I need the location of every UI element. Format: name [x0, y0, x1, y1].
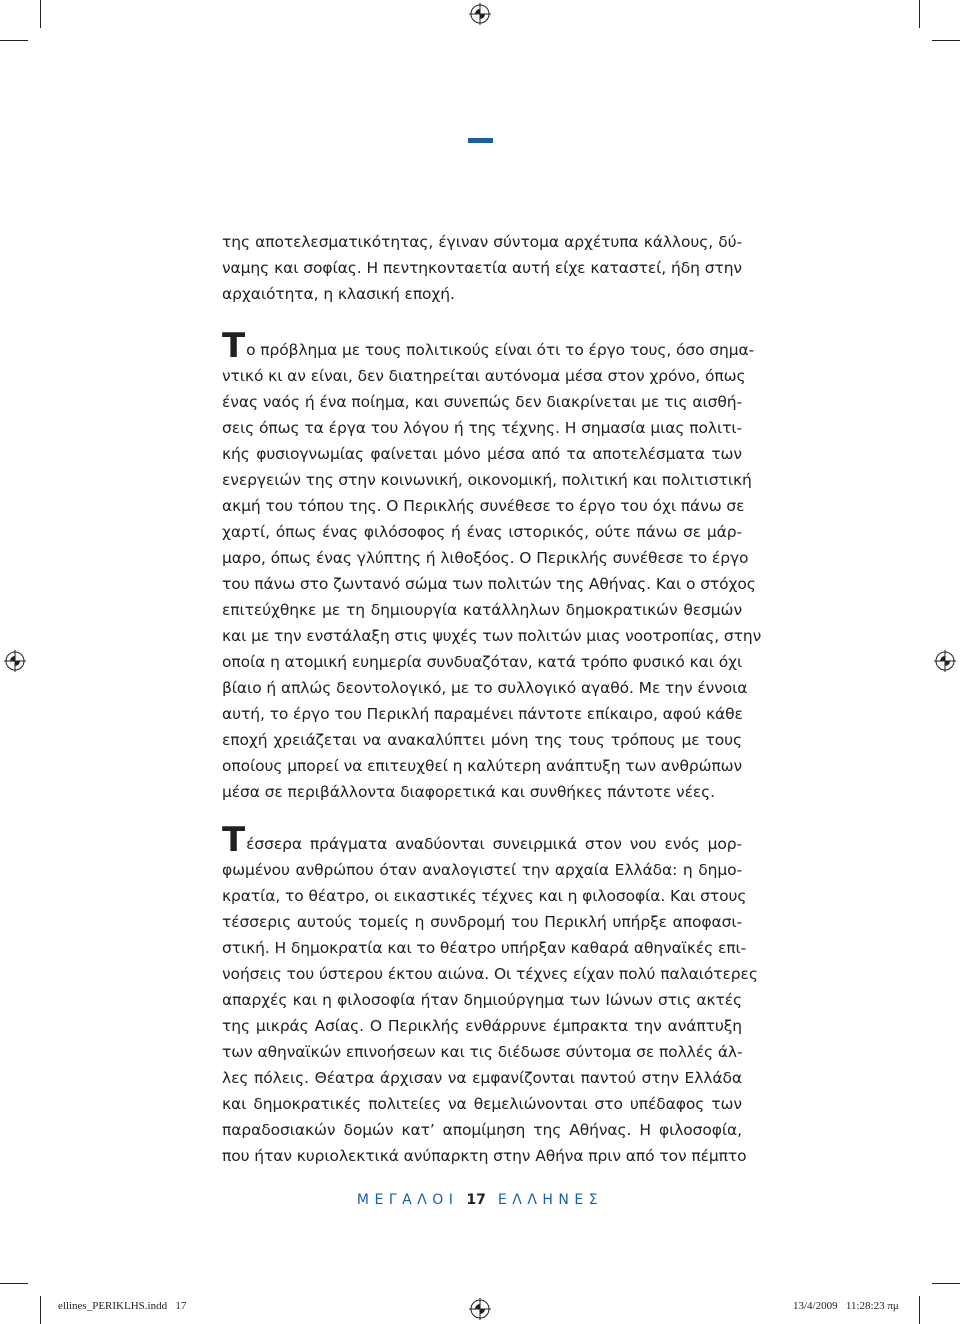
drop-cap: Τ [222, 326, 246, 366]
text-line: σεις όπως τα έργα του λόγου ή της τέχνης. Η σημασία μιας πολιτι- [222, 419, 742, 437]
text-line: κής φυσιογνωμίας φαίνεται μόνο μέσα από τα αποτελέσματα των [222, 445, 742, 463]
text-line: μέσα σε περιβάλλοντα διαφορετικά και συνθήκες πάντοτε νέες. [222, 783, 715, 801]
text-line: τέσσερις αυτούς τομείς η συνδρομή του Περικλή υπήρξε αποφασι- [222, 913, 742, 931]
text-line: του πάνω στο ζωντανό σώμα των πολιτών της Αθήνας. Και ο στόχος [222, 575, 756, 593]
registration-mark-icon [469, 3, 491, 25]
text-line: λες πόλεις. Θέατρα άρχισαν να εμφανίζονται παντού στην Ελλάδα [222, 1069, 742, 1087]
footer-left-text: ΜΕΓΑΛΟΙ [356, 1192, 459, 1208]
text-line: Τέσσερα πράγματα αναδύονται συνειρμικά στον νου ενός μορ- [222, 820, 742, 860]
text-line: μαρο, όπως ένας γλύπτης ή λιθοξόος. Ο Περικλής συνέθεσε το έργο [222, 549, 749, 567]
text-line: ναμης και σοφίας. Η πεντηκονταετία αυτή είχε καταστεί, ήδη στην [222, 259, 742, 277]
page-number: 17 [466, 1192, 486, 1208]
text-line: στική. Η δημοκρατία και το θέατρο υπήρξαν καθαρά αθηναϊκές επι- [222, 939, 747, 957]
text-line: ακμή του τόπου της. Ο Περικλής συνέθεσε το έργο του όχι πάνω σε [222, 497, 745, 515]
paragraph-2 [222, 326, 762, 805]
text-line: ενεργειών της στην κοινωνική, οικονομική, πολιτική και πολιτιστική [222, 471, 752, 489]
registration-mark-icon [934, 650, 956, 672]
text-line: χαρτί, όπως ένας φιλόσοφος ή ένας ιστορικός, ούτε πάνω σε μάρ- [222, 523, 742, 541]
crop-mark-top-right-h [932, 40, 960, 41]
crop-mark-top-right-v [919, 0, 920, 28]
registration-mark-icon [469, 1298, 491, 1320]
crop-mark-top-left-h [0, 40, 28, 41]
registration-mark-icon [4, 650, 26, 672]
text-line: που ήταν κυριολεκτικά ανύπαρκτη στην Αθήνα πριν από τον πέμπτο [222, 1147, 747, 1165]
text-line: αυτή, το έργο του Περικλή παραμένει πάντοτε επίκαιρο, αφού κάθε [222, 705, 743, 723]
text-line: βίαιο ή απλώς δεοντολογικό, με το συλλογικό αγαθό. Με την έννοια [222, 679, 748, 697]
accent-bar [468, 138, 493, 143]
text-line: κρατία, το θέατρο, οι εικαστικές τέχνες και η φιλοσοφία. Και στους [222, 887, 747, 905]
text-line: Το πρόβλημα με τους πολιτικούς είναι ότι το έργο τους, όσο σημα- [222, 326, 755, 366]
running-footer [0, 1192, 960, 1208]
text-line: οποία η ατομική ευημερία συνδυαζόταν, κατά τρόπο φυσικό και όχι [222, 653, 743, 671]
text-line: ένας ναός ή ένα ποίημα, και συνεπώς δεν διακρίνεται με τις αισθή- [222, 393, 742, 411]
text-line: ντικό κι αν είναι, δεν διατηρείται αυτόνομα μέσα στον χρόνο, όπως [222, 367, 746, 385]
paragraph-3 [222, 820, 758, 1169]
footer-right-text: ΕΛΛΗΝΕΣ [497, 1192, 604, 1208]
slug-timestamp: 13/4/2009 11:28:23 πμ [793, 1300, 899, 1312]
crop-mark-bottom-left-v [40, 1296, 41, 1324]
text-line: φωμένου ανθρώπου όταν αναλογιστεί την αρχαία Ελλάδα: η δημο- [222, 861, 742, 879]
text-line: των αθηναϊκών επινοήσεων και τις διέδωσε σύντομα σε πολλές άλ- [222, 1043, 743, 1061]
slug-filename: ellines_PERIKLHS.indd 17 [58, 1300, 187, 1312]
text-line: επιτεύχθηκε με τη δημιουργία κατάλληλων δημοκρατικών θεσμών [222, 601, 742, 619]
text-line: απαρχές και η φιλοσοφία ήταν δημιούργημα των Ιώνων στις ακτές [222, 991, 742, 1009]
crop-mark-top-left-v [40, 0, 41, 28]
crop-mark-bottom-right-h [932, 1283, 960, 1284]
text-line: αρχαιότητα, η κλασική εποχή. [222, 285, 455, 303]
text-line: και με την ενστάλαξη στις ψυχές των πολιτών μιας νοοτροπίας, στην [222, 627, 762, 645]
crop-mark-bottom-right-v [919, 1296, 920, 1324]
text-line: της αποτελεσματικότητας, έγιναν σύντομα αρχέτυπα κάλλους, δύ- [222, 233, 742, 251]
paragraph-1 [222, 229, 742, 307]
text-line: οποίους μπορεί να επιτευχθεί η καλύτερη ανάπτυξη των ανθρώπων [222, 757, 743, 775]
text-line: εποχή χρειάζεται να ανακαλύπτει μόνη της τους τρόπους με τους [222, 731, 742, 749]
drop-cap: Τ [222, 820, 246, 860]
text-line: παραδοσιακών δομών κατ’ απομίμηση της Αθήνας. Η φιλοσοφία, [222, 1121, 742, 1139]
text-line: και δημοκρατικές πολιτείες να θεμελιώνονται στο υπέδαφος των [222, 1095, 742, 1113]
text-line: νοήσεις του ύστερου έκτου αιώνα. Οι τέχνες είχαν πολύ παλαιότερες [222, 965, 758, 983]
text-line: της μικράς Ασίας. Ο Περικλής ενθάρρυνε έμπρακτα την ανάπτυξη [222, 1017, 742, 1035]
crop-mark-bottom-left-h [0, 1283, 28, 1284]
